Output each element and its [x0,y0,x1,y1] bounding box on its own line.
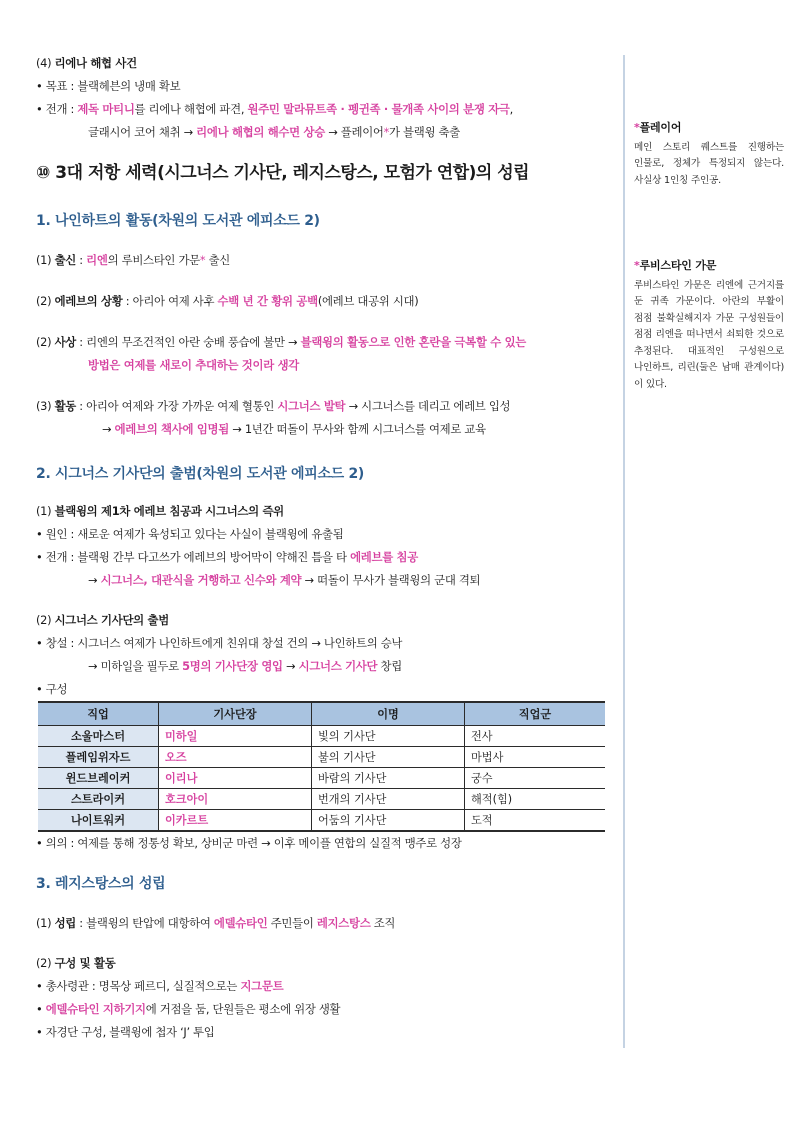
sidenote-rubystein-title: *루비스타인 가문 [634,259,717,272]
sec3-establishment: (1) 성립 : 블랙윙의 탄압에 대항하여 에델슈타인 주민들이 레지스탕스 조직 [36,916,396,930]
sec3-base: • 에델슈타인 지하기지에 거점을 둠, 단원들은 평소에 위장 생활 [36,1002,341,1016]
sec3-org-heading: (2) 구성 및 활동 [36,956,116,970]
col-header-captain: 기사단장 [159,702,312,726]
sidenote-rubystein-text: 루비스타인 가문은 리엔에 근거지를 둔 귀족 가문이다. 아란의 부활이 점점 불확실해지자 가문 구성원들이 점점 리엔을 떠나면서 쇠퇴한 것으로 추정된다. 대표적인 구성원으로 나인하트, 리린(둘은 남매 관계이다)이 있다. [634,279,784,390]
table-row: 나이트워커 이카르트 어둠의 기사단 도적 [38,810,605,832]
sec2-sub2-heading: (2) 시그너스 기사단의 출범 [36,613,169,627]
sidenote-player [634,120,784,189]
main-content [36,52,616,1044]
sidenote-rubystein [634,258,784,393]
sec2-development: • 전개 : 블랙윙 간부 다고쓰가 에레브의 방어막이 약해진 틈을 타 에레브를 침공 [36,550,418,564]
sidenote-player-title: *플레이어 [634,121,682,134]
sec2-development-cont: → 시그너스, 대관식을 거행하고 신수와 계약 → 떠돌이 무사가 블랙윙의 군대 격퇴 [88,573,481,587]
table-row: 플레임위자드 오즈 불의 기사단 마법사 [38,747,605,768]
part4-development: • 전개 : 제독 마티니를 리에나 해협에 파견, 원주민 말라뮤트족 · 펭귄족 · 물개족 사이의 분쟁 자극, [36,102,513,116]
knights-table [38,701,605,832]
col-header-title: 이명 [312,702,465,726]
sidenote-player-text: 메인 스토리 퀘스트를 진행하는 인물로, 정체가 특정되지 않는다. 사실상 1인칭 주인공. [634,141,784,186]
sec1-origin: (1) 출신 : 리엔의 루비스타인 가문* 출신 [36,253,231,267]
col-header-job: 직업 [38,702,159,726]
part4-heading: (4) 리에나 해협 사건 [36,56,137,70]
sec2-founding-cont: → 미하일을 필두로 5명의 기사단장 영입 → 시그너스 기사단 창립 [88,659,402,673]
sec1-activity: (3) 활동 : 아리아 여제와 가장 가까운 여제 혈통인 시그너스 발탁 → 시그너스를 데리고 에레브 입성 [36,399,511,413]
margin-divider [623,55,625,1048]
section-1-heading: 1. 나인하트의 활동(차원의 도서관 에피소드 2) [36,213,320,229]
sec1-activity-cont: → 에레브의 책사에 임명됨 → 1년간 떠돌이 무사와 함께 시그너스를 여제로 교육 [102,422,486,436]
sec2-cause: • 원인 : 새로운 여제가 육성되고 있다는 사실이 블랙윙에 유출됨 [36,527,344,541]
chapter-title: ⑩ 3대 저항 세력(시그너스 기사단, 레지스탕스, 모험가 연합)의 성립 [36,163,530,183]
sec2-sub1-heading: (1) 블랙윙의 제1차 에레브 침공과 시그너스의 즉위 [36,504,284,518]
section-3-heading: 3. 레지스탕스의 성립 [36,876,166,892]
sec1-thought: (2) 사상 : 리엔의 무조건적인 아란 숭배 풍습에 불만 → 블랙윙의 활동으로 인한 혼란을 극복할 수 있는 [36,335,526,349]
section-2-heading: 2. 시그너스 기사단의 출범(차원의 도서관 에피소드 2) [36,466,365,482]
sec1-thought-cont: 방법은 여제를 새로이 추대하는 것이라 생각 [88,358,299,372]
sec1-ereve-situation: (2) 에레브의 상황 : 아리아 여제 사후 수백 년 간 황위 공백(에레브 대공위 시대) [36,294,419,308]
table-header-row [38,702,605,726]
part4-goal: • 목표 : 블랙헤븐의 냉매 확보 [36,79,181,93]
sec2-founding: • 창설 : 시그너스 여제가 나인하트에게 친위대 창설 건의 → 나인하트의 승낙 [36,636,403,650]
sec3-vigilante: • 자경단 구성, 블랙윙에 첩자 ‘J’ 투입 [36,1025,215,1039]
part4-development-cont: 글래시어 코어 채취 → 리에나 해협의 해수면 상승 → 플레이어*가 블랙윙 축출 [88,125,460,139]
col-header-class: 직업군 [465,702,606,726]
sec2-composition-label: • 구성 [36,682,68,696]
table-row: 윈드브레이커 이리나 바람의 기사단 궁수 [38,768,605,789]
table-row: 스트라이커 호크아이 번개의 기사단 해적(힘) [38,789,605,810]
table-row: 소울마스터 미하일 빛의 기사단 전사 [38,726,605,747]
sec2-significance: • 의의 : 여제를 통해 정통성 확보, 상비군 마련 → 이후 메이플 연합의 실질적 맹주로 성장 [36,836,462,850]
sec3-commander: • 총사령관 : 명목상 페르디, 실질적으로는 지그문트 [36,979,284,993]
